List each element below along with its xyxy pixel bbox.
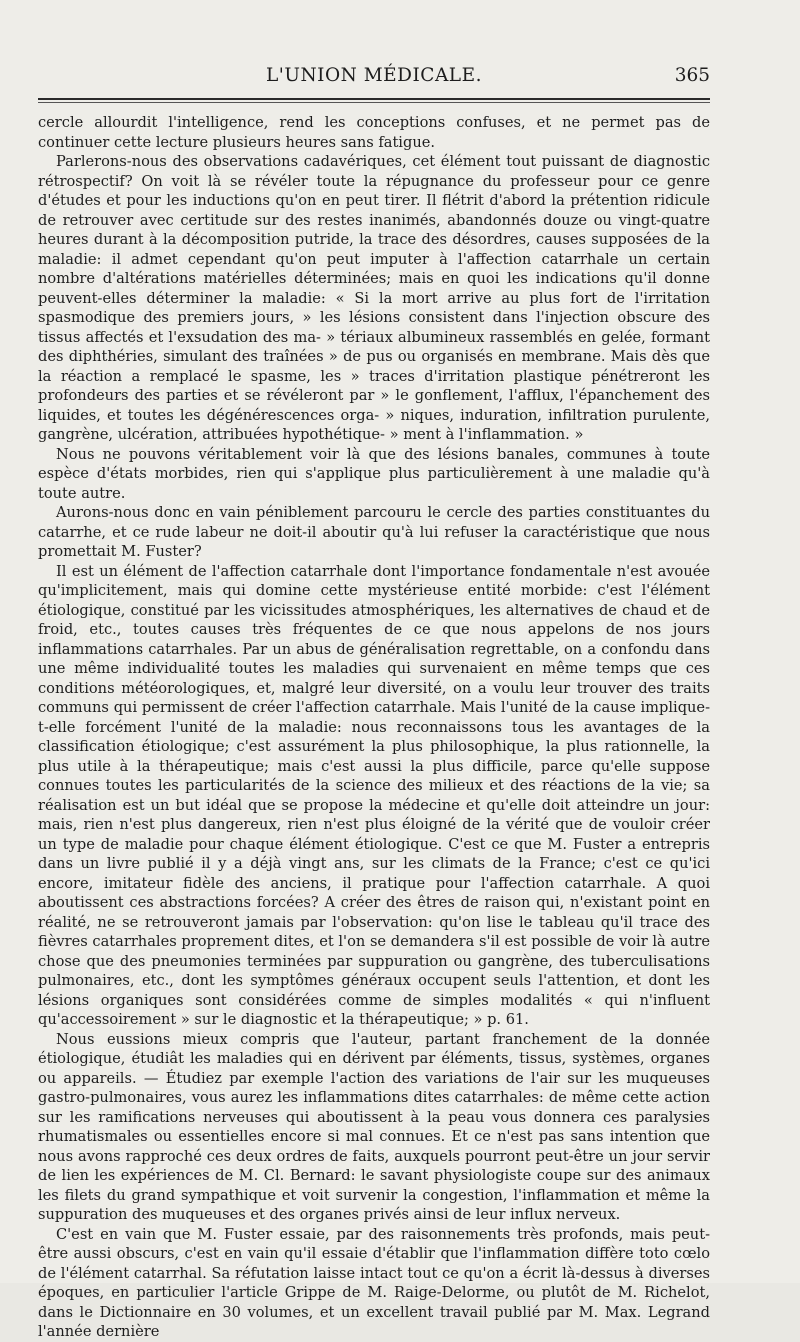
- header-rule-thin: [38, 102, 710, 103]
- running-head: L'UNION MÉDICALE.: [266, 65, 482, 86]
- paragraph: cercle allourdit l'intelligence, rend les conceptions confuses, et ne permet pas de continuer cette lecture plusieurs heures sans fatigue.: [38, 114, 710, 151]
- paragraph: Nous eussions mieux compris que l'auteur, partant franchement de la donnée étiologique, étudiât les maladies qui en dérivent par éléments, tissus, systèmes, organes ou appareils. — Étudiez par exemple l'action des variations de l'air sur les muqueuses gastro-pulmonaires, vous aurez les inflammations dites catarrhales: de même cette action sur les ramifications nerveuses qui aboutissent à la peau vous donnera ces paralysies rhumatismales ou essentielles encore si mal connues. Et ce n'est pas sans intention que nous avons rapproché ces deux ordres de faits, auxquels pourront peut-être un jour servir de lien les expériences de M. Cl. Bernard: le savant physiologiste coupe sur des animaux les filets du grand sympathique et voit survenir la congestion, l'inflammation et même la suppuration des muqueuses et des organes privés ainsi de leur influx nerveux.: [38, 1030, 710, 1223]
- paragraph: Nous ne pouvons véritablement voir là que des lésions banales, communes à toute espèce d'états morbides, rien qui s'applique plus particulièrement à une maladie qu'à toute autre.: [38, 445, 710, 502]
- paragraph: Parlerons-nous des observations cadavériques, cet élément tout puissant de diagnostic rétrospectif? On voit là se révéler toute la répugnance du professeur pour ce genre d'études et pour les inductions qu'on en peut tirer. Il flétrit d'abord la prétention ridicule de retrouver avec certitude sur des restes inanimés, abandonnés douze ou vingt-quatre heures durant à la décomposition putride, la trace des désordres, causes supposées de la maladie: il admet cependant qu'on peut imputer à l'affection catarrhale un certain nombre d'altérations matérielles déterminées; mais en quoi les indications qu'il donne peuvent-elles déterminer la maladie: « Si la mort arrive au plus fort de l'irritation spasmodique des premiers jours, » les lésions consistent dans l'injection obscure des tissus affectés et l'exsudation des ma- » tériaux albumineux rassemblés en gelée, formant des diphthéries, simulant des traînées » de pus ou organisés en membrane. Mais dès que la réaction a remplacé le spasme, les » traces d'irritation plastique pénétreront les profondeurs des parties et se révéleront par » le gonflement, l'afflux, l'épanchement des liquides, et toutes les dégénérescences orga- » niques, induration, infiltration purulente, gangrène, ulcération, attribuées hypothétique- » ment à l'inflammation. »: [38, 153, 710, 443]
- page-number: 365: [674, 65, 710, 86]
- header-rule: [38, 98, 710, 100]
- body-text: [38, 113, 710, 1342]
- page-header: [38, 63, 710, 99]
- paragraph: Aurons-nous donc en vain péniblement parcouru le cercle des parties constituantes du catarrhe, et ce rude labeur ne doit-il aboutir qu'à lui refuser la caractéristique que nous promettait M. Fuster?: [38, 504, 710, 560]
- paragraph: Il est un élément de l'affection catarrhale dont l'importance fondamentale n'est avouée qu'implicitement, mais qui domine cette mystérieuse entité morbide: c'est l'élément étiologique, constitué par les vicissitudes atmosphériques, les alternatives de chaud et de froid, etc., toutes causes très fréquentes de ce que nous appelons de nos jours inflammations catarrhales. Par un abus de généralisation regrettable, on a confondu dans une même individualité toutes les maladies qui survenaient en même temps que ces conditions météorologiques, et, malgré leur diversité, on a voulu leur trouver des traits communs qui permissent de créer l'affection catarrhale. Mais l'unité de la cause implique-t-elle forcément l'unité de la maladie: nous reconnaissons tous les avantages de la classification étiologique; c'est assurément la plus philosophique, la plus rationnelle, la plus utile à la thérapeutique; mais c'est aussi la plus difficile, parce qu'elle suppose connues toutes les particularités de la science des milieux et des réactions de la vie; sa réalisation est un but idéal que se propose la médecine et qu'elle doit atteindre un jour: mais, rien n'est plus dangereux, rien n'est plus éloigné de la vérité que de vouloir créer un type de maladie pour chaque élément étiologique. C'est ce que M. Fuster a entrepris dans un livre publié il y a déjà vingt ans, sur les climats de la France; c'est ce qu'ici encore, imitateur fidèle des anciens, il pratique pour l'affection catarrhale. A quoi aboutissent ces abstractions forcées? A créer des êtres de raison qui, n'existant point en réalité, ne se retrouveront jamais par l'observation: qu'on lise le tableau qu'il trace des fièvres catarrhales proprement dites, et l'on se demandera s'il est possible de voir là autre chose que des pneumonies terminées par suppuration ou gangrène, des tuberculisations pulmonaires, etc., dont les symptômes généraux occupent seuls l'attention, et dont les lésions organiques sont considérées comme de simples modalités « qui n'influent qu'accessoirement » sur le diagnostic et la thérapeutique; » p. 61.: [38, 562, 710, 1028]
- paragraph: C'est en vain que M. Fuster essaie, par des raisonnements très profonds, mais peut-être aussi obscurs, c'est en vain qu'il essaie d'établir que l'inflammation diffère toto cœlo de l'élément catarrhal. Sa réfutation laisse intact tout ce qu'on a écrit là-dessus à diverses époques, en particulier l'article Grippe de M. Raige-Delorme, ou plutôt de M. Richelot, dans le Dictionnaire en 30 volumes, et un excellent travail publié par M. Max. Legrand l'année dernière: [38, 1225, 710, 1340]
